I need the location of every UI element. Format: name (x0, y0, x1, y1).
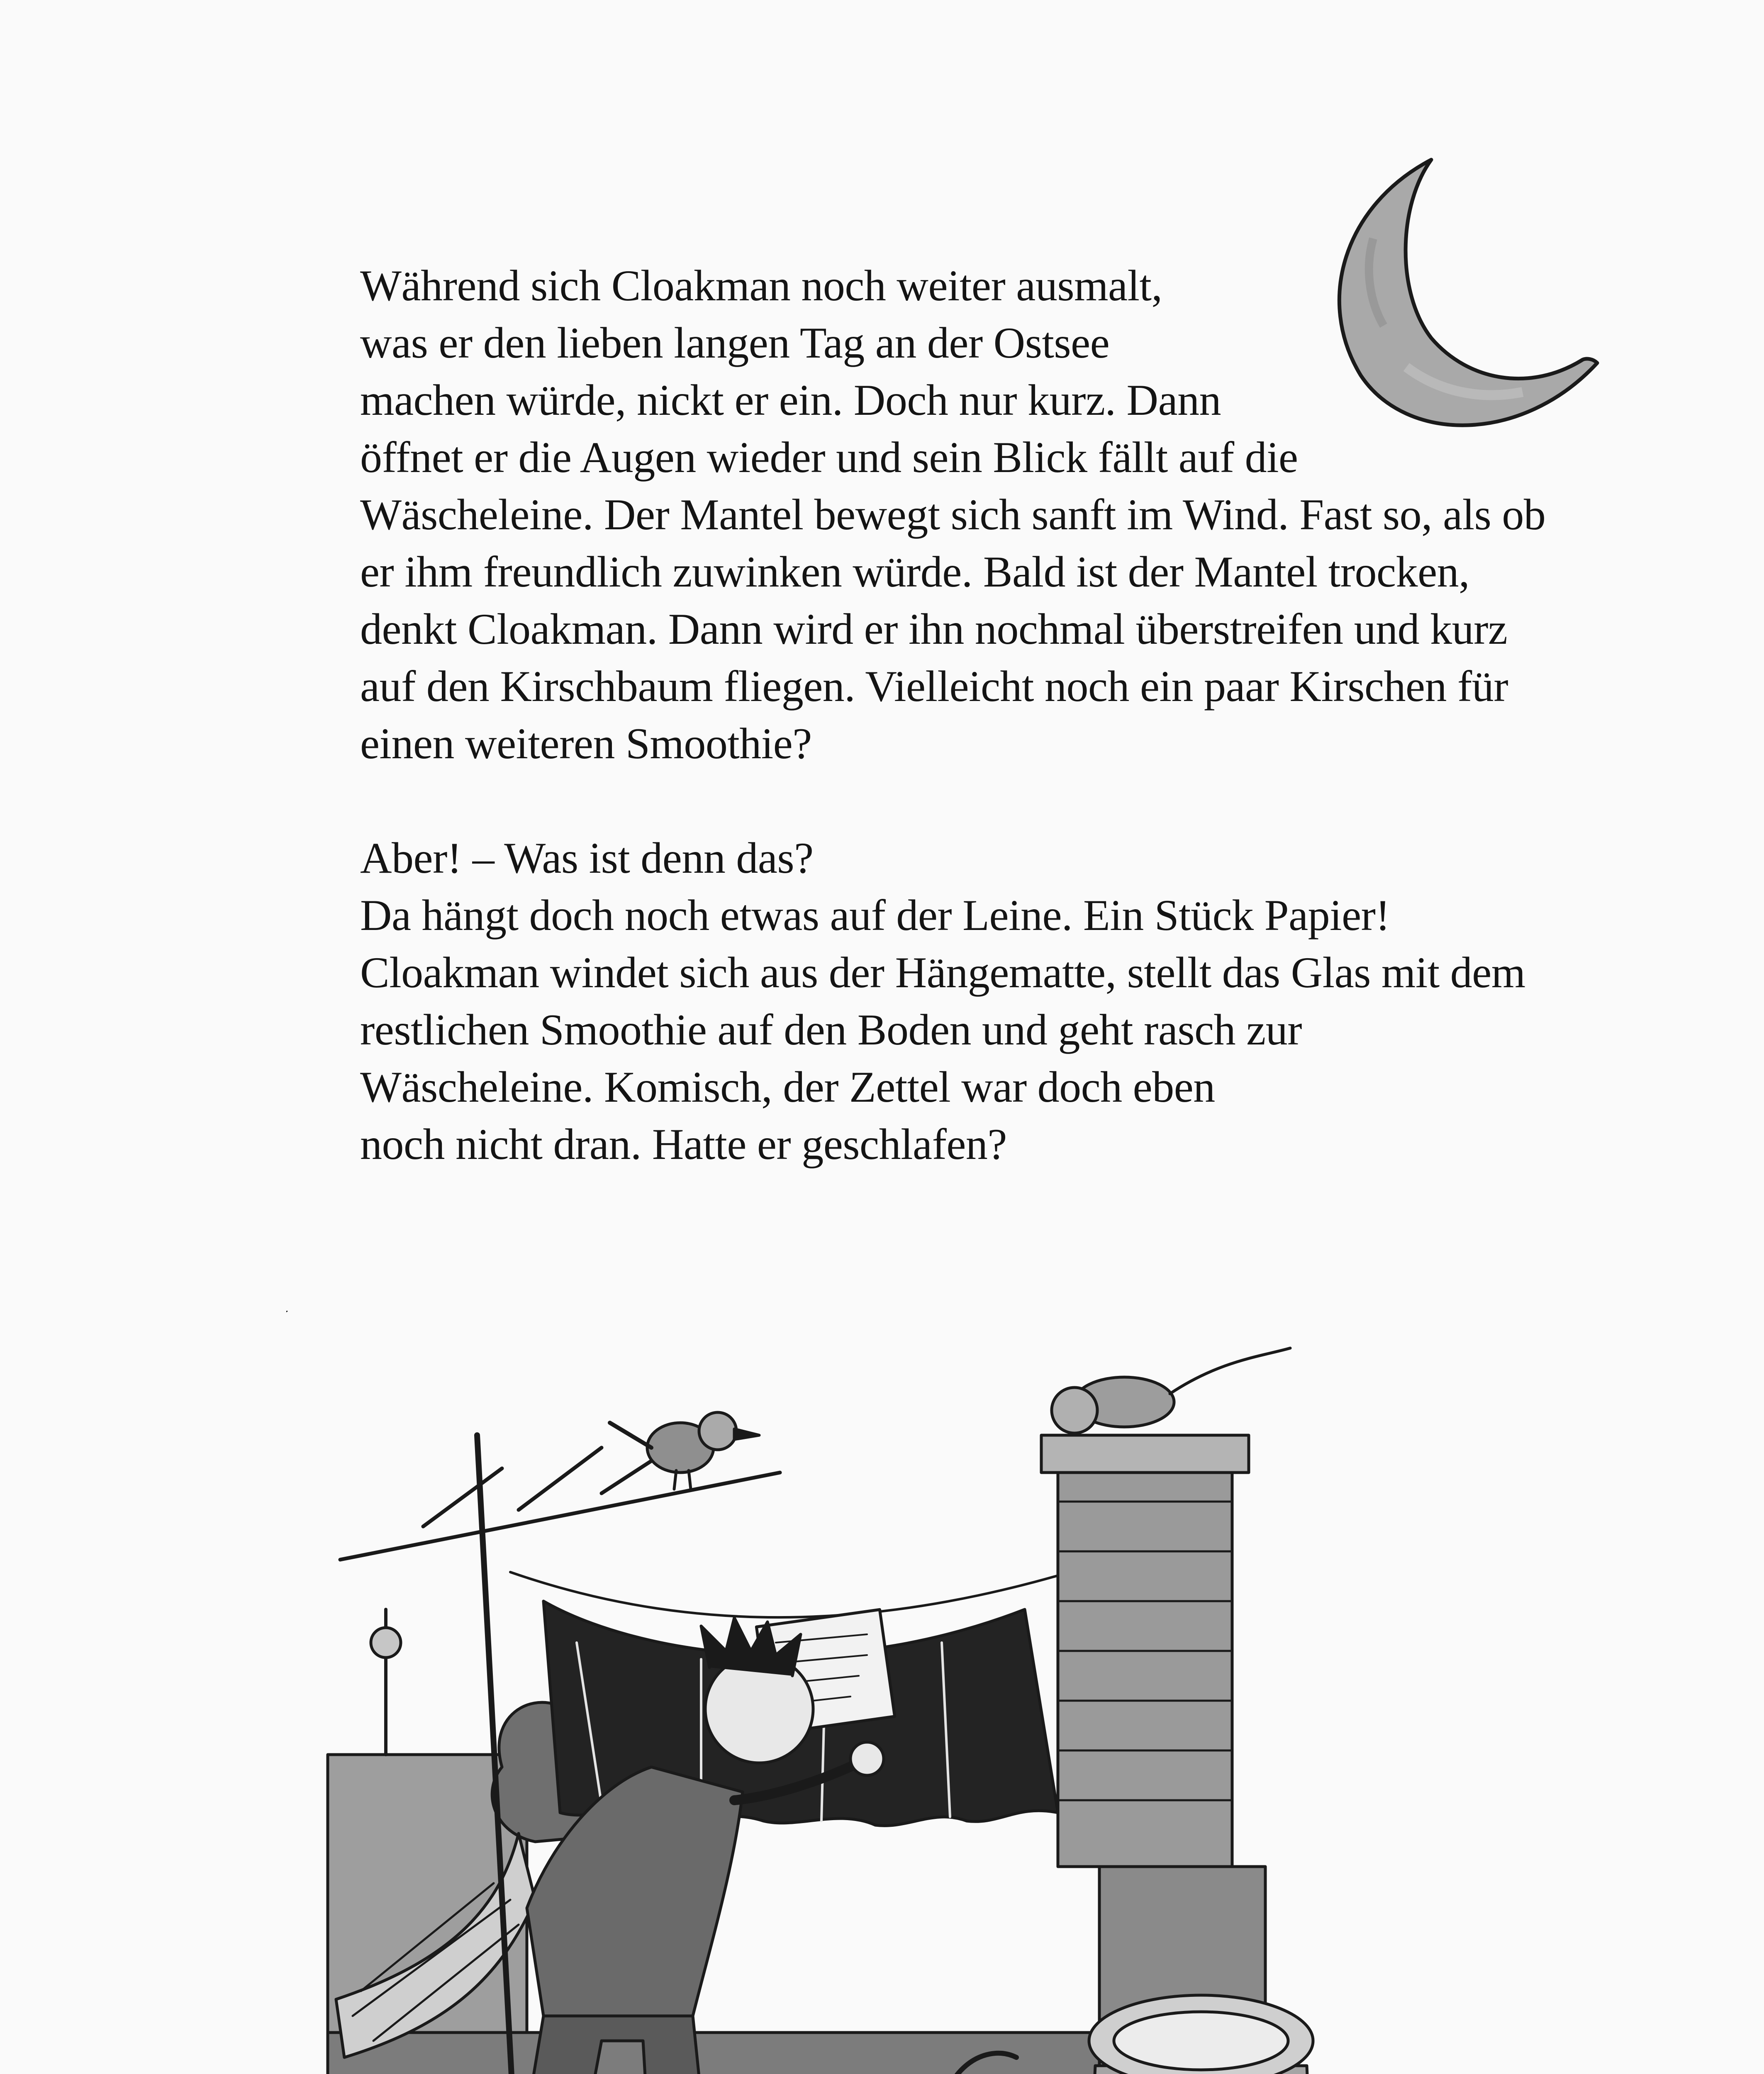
bird (610, 1412, 759, 1489)
text-line: er ihm freundlich zuwinken würde. Bald ist der Mantel trocken, (360, 548, 1470, 596)
cloakman-rooftop-illustration (286, 1311, 1481, 2074)
text-line: einen weiteren Smoothie? (360, 719, 812, 768)
paragraph-1 (360, 257, 1546, 772)
text-line: was er den lieben langen Tag an der Ostsee (360, 319, 1110, 367)
text-line: öffnet er die Augen wieder und sein Blick fällt auf die (360, 433, 1298, 482)
text-line: auf den Kirschbaum fliegen. Vielleicht noch ein paar Kirschen für (360, 662, 1508, 711)
text-line: denkt Cloakman. Dann wird er ihn nochmal überstreifen und kurz (360, 605, 1508, 653)
text-line: Aber! – Was ist denn das? (360, 834, 814, 882)
text-line: Während sich Cloakman noch weiter ausmalt, (360, 261, 1162, 310)
text-line: Cloakman windet sich aus der Hängematte, stellt das Glas mit dem (360, 948, 1525, 997)
mouse (1052, 1348, 1290, 1433)
text-line: restlichen Smoothie auf den Boden und geht rasch zur (360, 1005, 1302, 1054)
text-line: Wäscheleine. Der Mantel bewegt sich sanft im Wind. Fast so, als ob (360, 490, 1546, 539)
text-line: Da hängt doch noch etwas auf der Leine. Ein Stück Papier! (360, 891, 1390, 940)
text-line: Wäscheleine. Komisch, der Zettel war doch eben (360, 1063, 1215, 1111)
text-line: noch nicht dran. Hatte er geschlafen? (360, 1120, 1007, 1168)
story-text (360, 257, 1546, 1173)
log-wall (328, 2033, 1191, 2074)
paragraph-2 (360, 830, 1530, 1173)
text-line: machen würde, nickt er ein. Doch nur kurz. Dann (360, 376, 1221, 424)
chimney (1041, 1435, 1265, 2074)
